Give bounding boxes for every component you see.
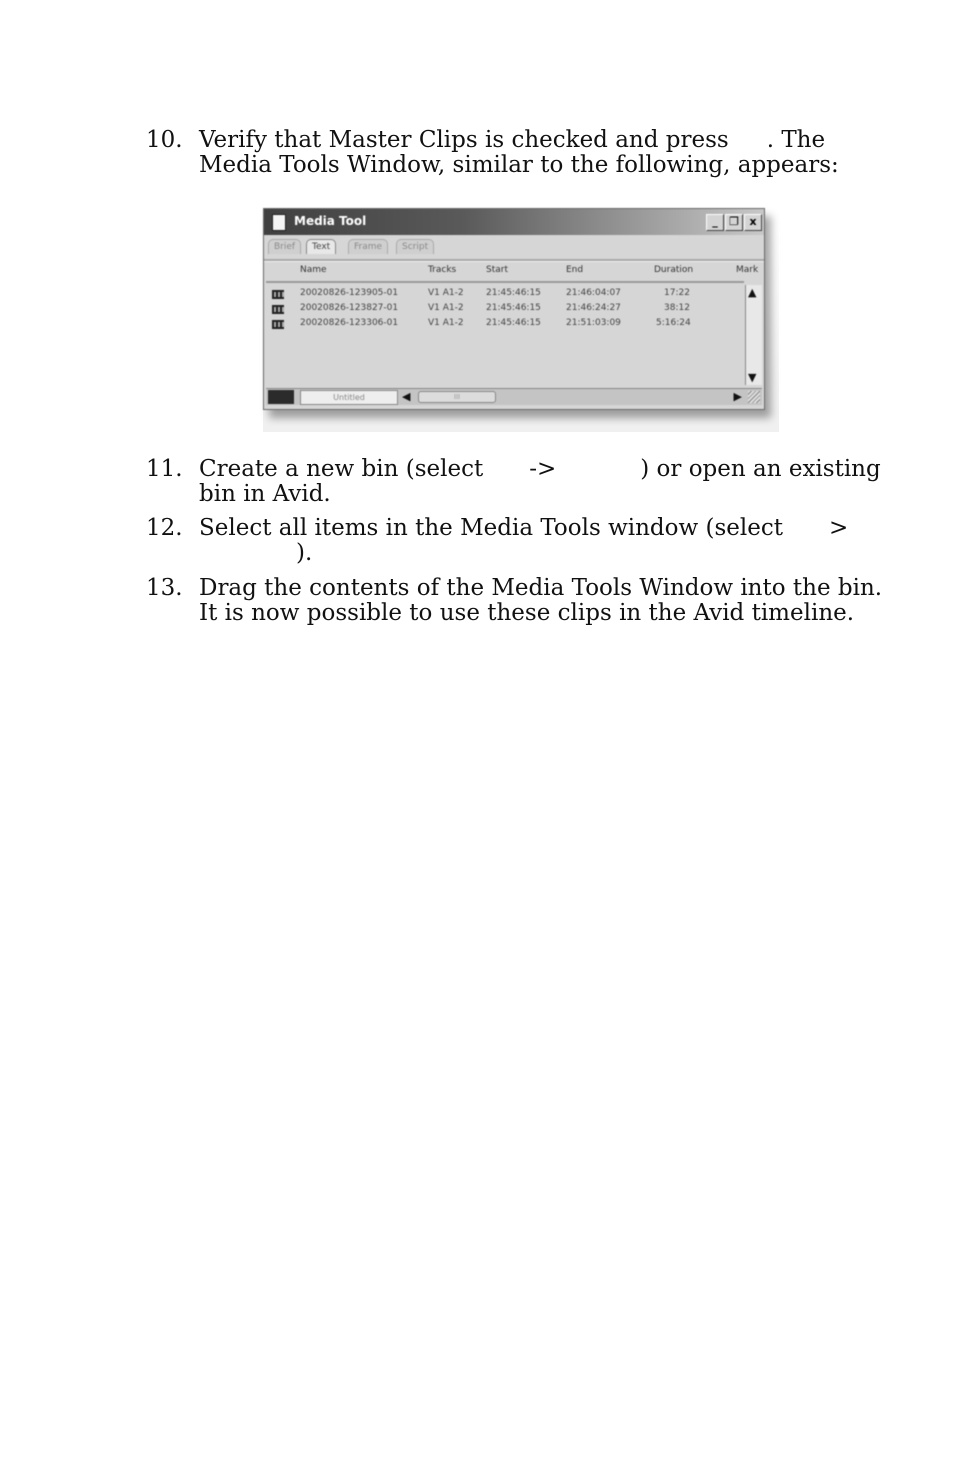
clip-name: 20020826-123306-01	[300, 318, 399, 328]
step-text: Select all items in the Media Tools window (select	[199, 515, 783, 541]
horizontal-scroll-thumb[interactable]	[418, 391, 496, 403]
step-text: Drag the contents of the Media Tools Window into the bin.	[199, 575, 883, 601]
step-text: Create a new bin (select	[199, 456, 484, 482]
step-number: 13.	[146, 575, 183, 601]
header-divider	[266, 281, 744, 283]
column-header-start[interactable]: Start	[486, 265, 508, 275]
media-tool-window	[263, 208, 765, 410]
document-icon	[272, 214, 286, 231]
scroll-thumb-grip: III	[453, 393, 461, 401]
media-tool-screenshot	[263, 208, 779, 432]
step-text: It is now possible to use these clips in the Avid timeline.	[199, 600, 855, 626]
scroll-left-icon[interactable]: ◀	[402, 390, 411, 403]
step-text: >	[828, 515, 849, 541]
clip-icon	[272, 305, 284, 314]
minimize-button[interactable]: _	[706, 214, 724, 231]
column-header-end[interactable]: End	[566, 265, 584, 275]
table-row[interactable]	[264, 303, 744, 318]
status-field[interactable]: Untitled	[300, 390, 398, 405]
step-text: Media Tools Window, similar to the following, appears:	[199, 152, 839, 178]
scroll-up-icon[interactable]: ▲	[748, 286, 757, 299]
clip-start: 21:45:46:15	[486, 288, 541, 298]
divider	[264, 259, 764, 262]
step-text: ->	[529, 456, 557, 482]
clip-tracks: V1 A1-2	[428, 318, 464, 328]
step-text: ) or open an existing	[640, 456, 881, 482]
step-text: bin in Avid.	[199, 481, 331, 507]
window-title: Media Tool	[294, 214, 367, 228]
step-number: 12.	[146, 515, 183, 541]
table-row[interactable]	[264, 288, 744, 303]
clip-end: 21:46:04:07	[566, 288, 621, 298]
vertical-scrollbar[interactable]	[745, 285, 762, 385]
clip-name: 20020826-123827-01	[300, 303, 399, 313]
clip-name: 20020826-123905-01	[300, 288, 399, 298]
column-header-duration[interactable]: Duration	[654, 265, 694, 275]
clip-icon	[272, 290, 284, 299]
clip-end: 21:46:24:27	[566, 303, 621, 313]
tab-frame[interactable]: Frame	[348, 239, 388, 254]
tab-script[interactable]: Script	[396, 239, 434, 254]
clip-icon	[272, 320, 284, 329]
clip-start: 21:45:46:15	[486, 303, 541, 313]
clip-duration: 38:12	[664, 303, 690, 313]
step-text: Verify that Master Clips is checked and press	[199, 127, 729, 153]
resize-grip-icon[interactable]	[748, 391, 760, 403]
step-number: 10.	[146, 127, 183, 153]
scroll-down-icon[interactable]: ▼	[748, 371, 757, 384]
clip-end: 21:51:03:09	[566, 318, 621, 328]
column-header-name[interactable]: Name	[300, 265, 327, 275]
clip-tracks: V1 A1-2	[428, 303, 464, 313]
scroll-right-icon[interactable]: ▶	[733, 390, 742, 403]
clip-duration: 17:22	[664, 288, 690, 298]
status-bar	[266, 388, 762, 405]
step-text: ).	[296, 540, 313, 566]
clip-start: 21:45:46:15	[486, 318, 541, 328]
title-bar	[264, 209, 764, 235]
bin-menu-icon[interactable]	[268, 390, 294, 404]
step-text: . The	[766, 127, 826, 153]
tab-brief[interactable]: Brief	[268, 239, 301, 254]
table-row[interactable]	[264, 318, 744, 333]
clip-tracks: V1 A1-2	[428, 288, 464, 298]
tab-text[interactable]: Text	[306, 239, 336, 254]
clip-duration: 5:16:24	[656, 318, 691, 328]
step-number: 11.	[146, 456, 183, 482]
restore-button[interactable]: ❐	[725, 214, 743, 231]
column-header-mark[interactable]: Mark	[736, 265, 759, 275]
close-button[interactable]: x	[744, 214, 762, 231]
column-header-tracks[interactable]: Tracks	[428, 265, 457, 275]
